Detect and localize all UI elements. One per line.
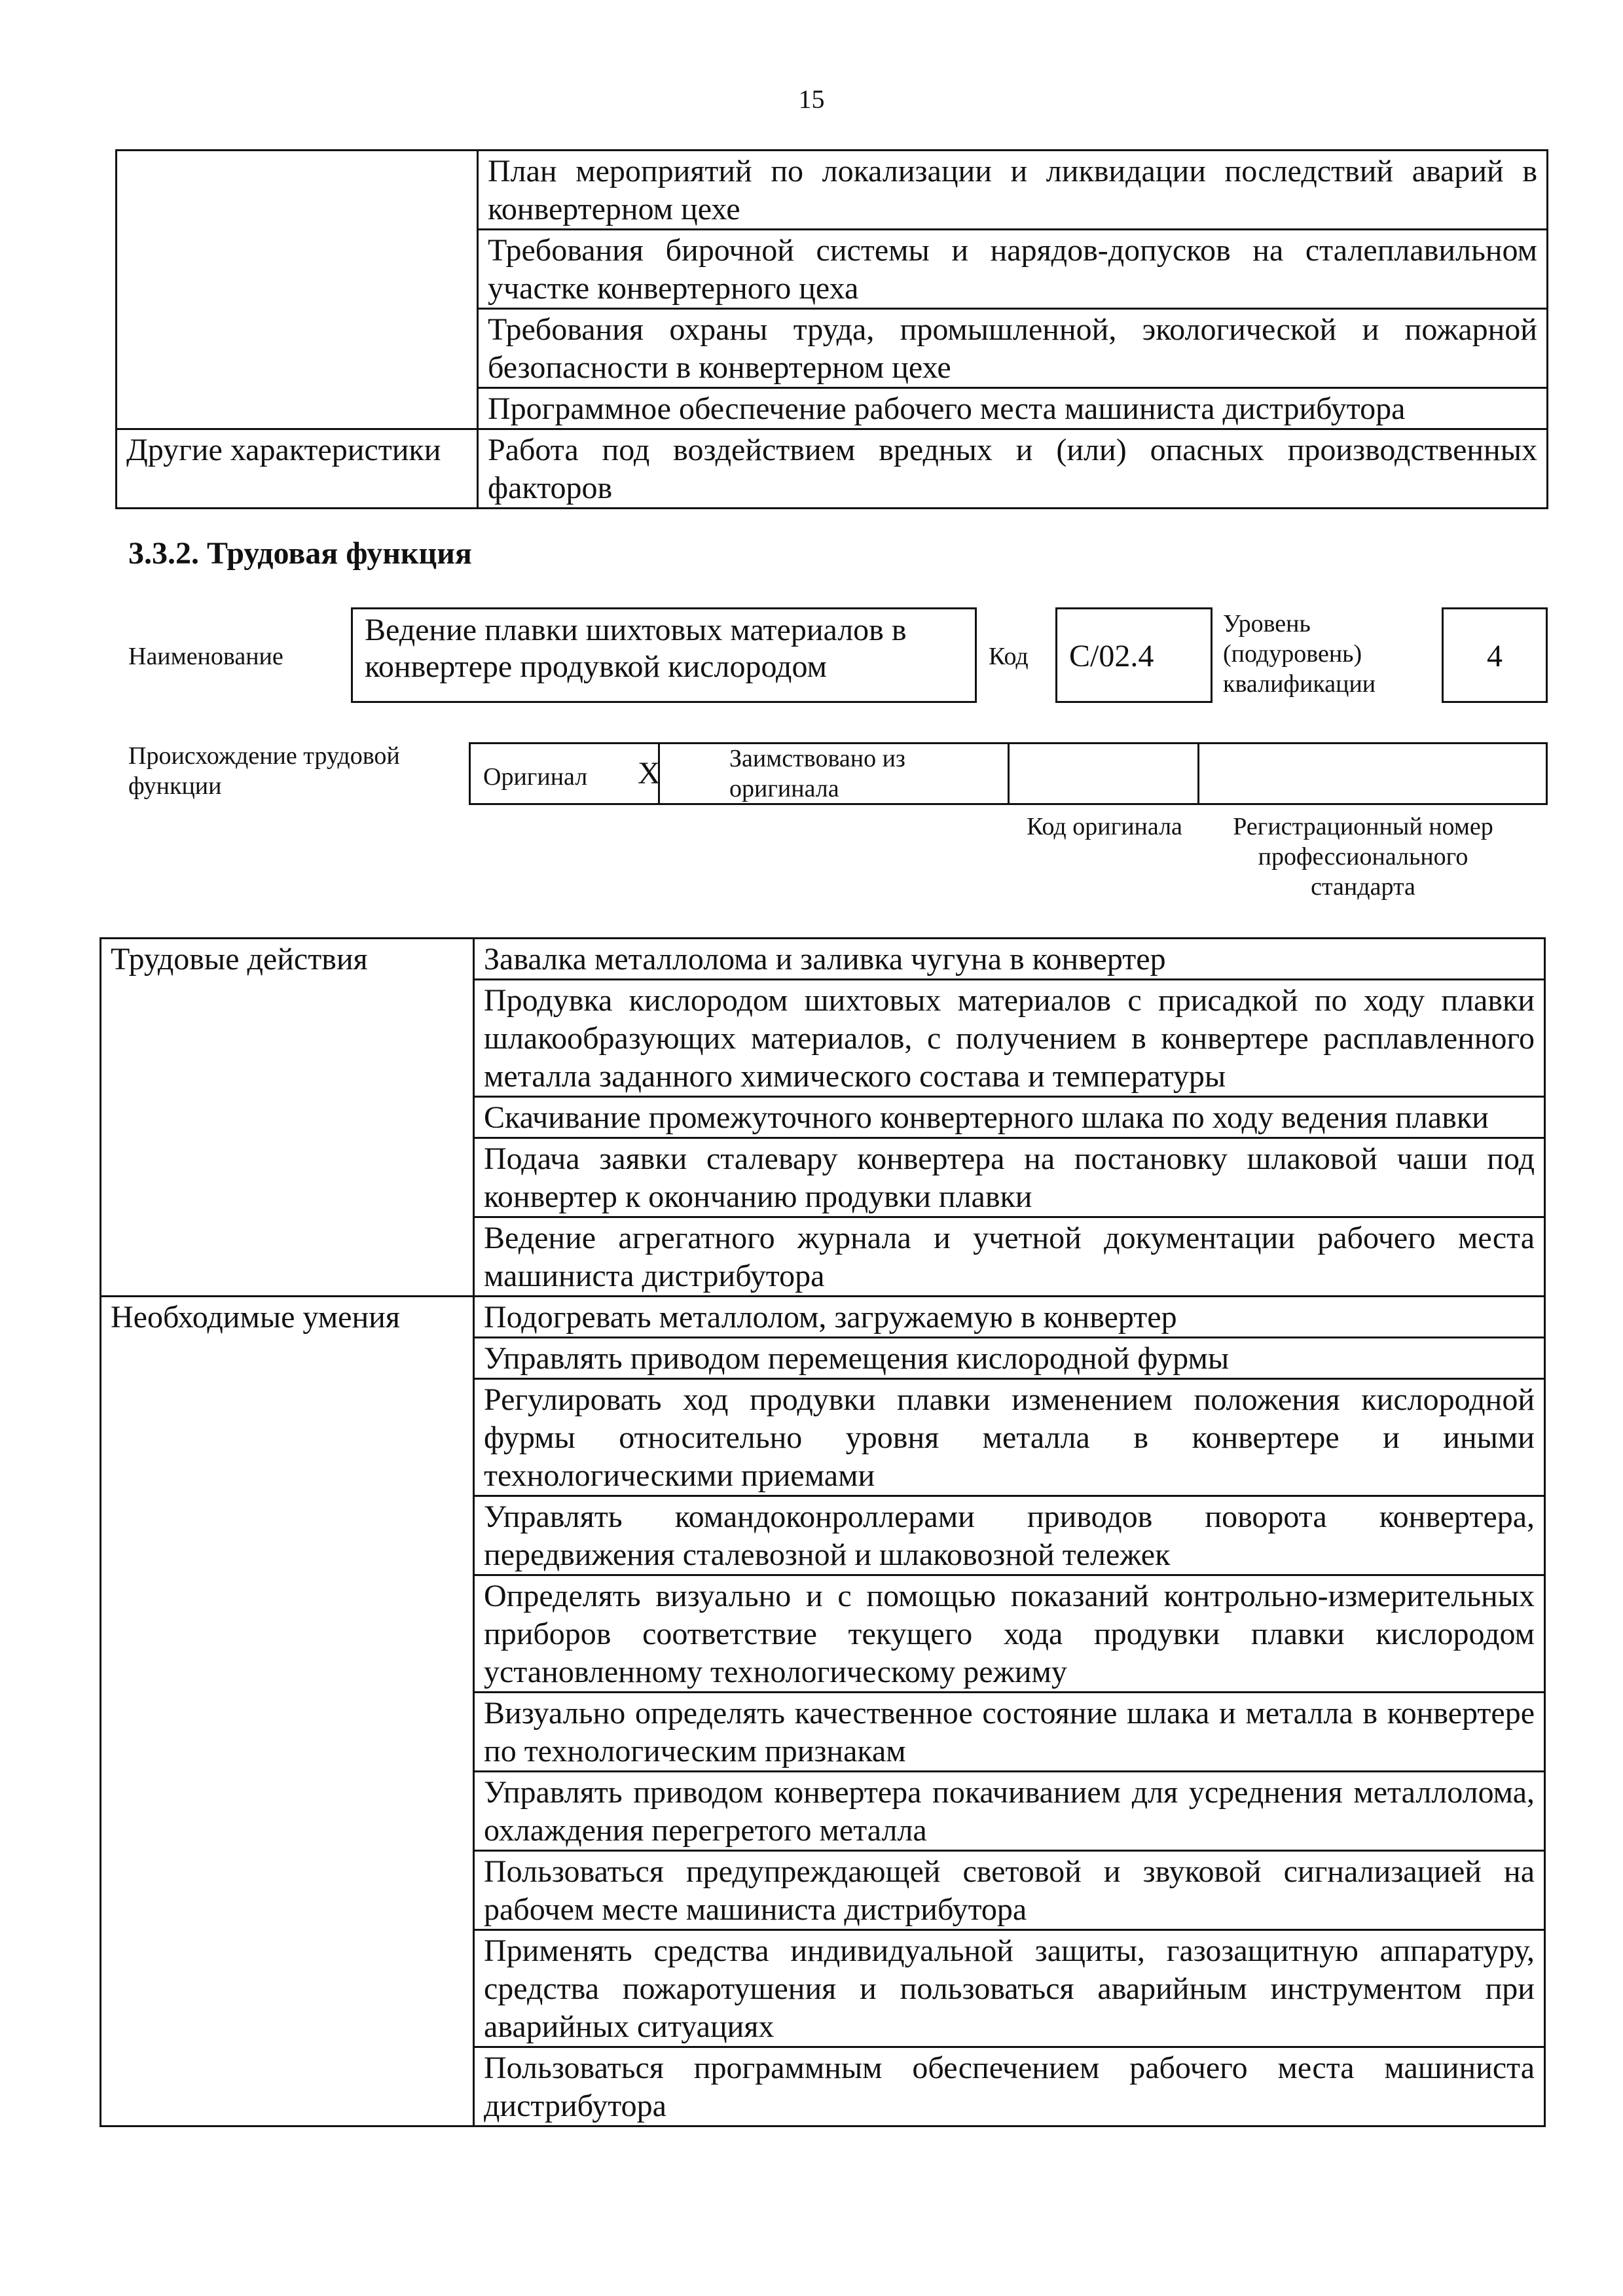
page-number: 15 <box>798 84 825 114</box>
bottom-table <box>100 937 1546 2127</box>
registration-number-caption: Регистрационный номер профессионального стандарта <box>1233 813 1493 901</box>
table-cell: Визуально определять качественное состояние шлака и металла в конвертере по технологическим признакам <box>474 1693 1545 1772</box>
section-title: 3.3.2. Трудовая функция <box>128 536 472 571</box>
table-row <box>117 429 1548 509</box>
table-cell: План мероприятий по локализации и ликвидации последствий аварий в конвертерном цехе <box>478 151 1548 230</box>
row-label-required-skills: Необходимые умения <box>101 1297 474 2126</box>
origin-grid <box>469 742 1548 805</box>
level-value: 4 <box>1487 639 1503 673</box>
table-cell: Регулировать ход продувки плавки изменением положения кислородной фурмы относительно уровня металла в конвертере и иными технологическими приемами <box>474 1379 1545 1496</box>
table-cell: Пользоваться программным обеспечением рабочего места машиниста дистрибутора <box>474 2047 1545 2126</box>
table-cell: Работа под воздействием вредных и (или) опасных производственных факторов <box>478 429 1548 509</box>
table-cell: Управлять командоконроллерами приводов поворота конвертера, передвижения сталевозной и шлаковозной тележек <box>474 1496 1545 1575</box>
table-row <box>101 939 1545 980</box>
original-label: Оригинал <box>483 763 588 791</box>
table-cell: Управлять приводом конвертера покачиванием для усреднения металлолома, охлаждения перегретого металла <box>474 1772 1545 1851</box>
table-cell: Ведение агрегатного журнала и учетной документации рабочего места машиниста дистрибутора <box>474 1217 1545 1297</box>
borrowed-label: Заимствовано из оригинала <box>729 745 905 802</box>
table-cell: Требования охраны труда, промышленной, экологической и пожарной безопасности в конвертерном цехе <box>478 309 1548 388</box>
table-cell: Скачивание промежуточного конвертерного шлака по ходу ведения плавки <box>474 1097 1545 1138</box>
table-cell: Продувка кислородом шихтовых материалов с присадкой по ходу плавки шлакообразующих материалов, с получением в конвертере расплавленного металла заданного химического состава и температуры <box>474 980 1545 1097</box>
row-label-other-characteristics: Другие характеристики <box>117 429 478 509</box>
level-box <box>1442 607 1548 703</box>
function-name-value: Ведение плавки шихтовых материалов в конвертере продувкой кислородом <box>365 613 907 684</box>
code-original-caption: Код оригинала <box>1027 813 1182 840</box>
table-cell: Требования бирочной системы и нарядов-допусков на сталеплавильном участке конвертерного цеха <box>478 230 1548 309</box>
table-cell: Подача заявки сталевару конвертера на постановку шлаковой чаши под конвертер к окончанию продувки плавки <box>474 1138 1545 1217</box>
original-mark: X <box>638 756 661 791</box>
top-table <box>115 149 1548 509</box>
code-label: Код <box>989 643 1029 670</box>
table-cell: Применять средства индивидуальной защиты, газозащитную аппаратуру, средства пожаротушения и пользоваться аварийным инструментом при аварийных ситуациях <box>474 1930 1545 2047</box>
code-box <box>1055 607 1213 703</box>
table-cell: Управлять приводом перемещения кислородной фурмы <box>474 1338 1545 1379</box>
row-label-labor-actions: Трудовые действия <box>101 939 474 1297</box>
table-row <box>101 1297 1545 1338</box>
name-label: Наименование <box>128 643 283 670</box>
function-name-box <box>351 607 977 703</box>
table-cell: Пользоваться предупреждающей световой и звуковой сигнализацией на рабочем месте машиниста дистрибутора <box>474 1851 1545 1930</box>
origin-divider <box>1197 744 1199 805</box>
table-cell: Подогревать металлолом, загружаемую в конвертер <box>474 1297 1545 1338</box>
table-cell: Завалка металлолома и заливка чугуна в конвертер <box>474 939 1545 980</box>
origin-label: Происхождение трудовой функции <box>128 742 400 800</box>
level-label: Уровень (подуровень) квалификации <box>1223 610 1376 698</box>
row-label-empty <box>117 151 478 429</box>
table-row <box>117 151 1548 230</box>
table-cell: Программное обеспечение рабочего места машиниста дистрибутора <box>478 388 1548 429</box>
table-cell: Определять визуально и с помощью показаний контрольно-измерительных приборов соответствие текущего хода продувки плавки кислородом установленному технологическому режиму <box>474 1575 1545 1693</box>
origin-divider <box>1008 744 1010 805</box>
code-value: C/02.4 <box>1069 639 1154 673</box>
